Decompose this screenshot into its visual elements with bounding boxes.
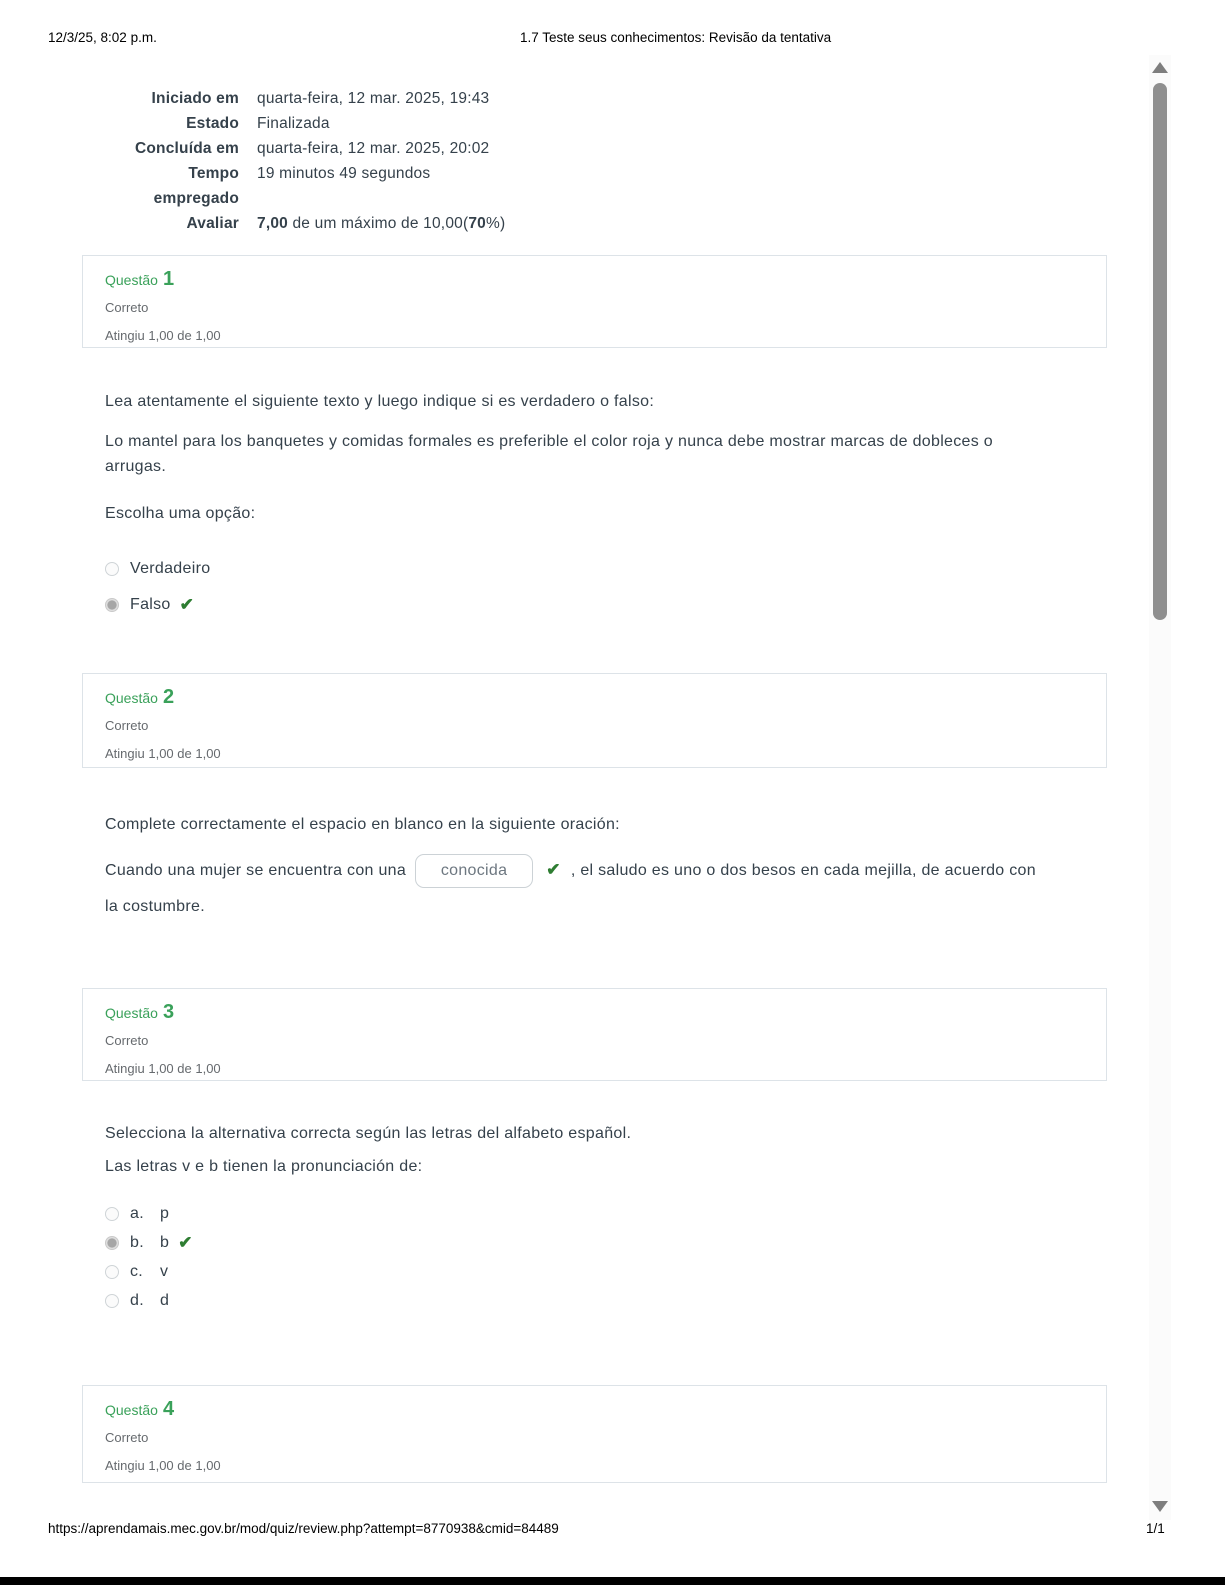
question-1-heading: [105, 268, 1084, 291]
summary-row-completed: [48, 136, 808, 161]
question-2-instruction: Complete correctamente el espacio en blanco en la siguiente oración:: [105, 816, 620, 833]
option-c[interactable]: [105, 1261, 1050, 1283]
radio-button-icon[interactable]: [105, 1207, 119, 1221]
question-state: Correto: [105, 1430, 149, 1445]
option-letter: d.: [130, 1292, 144, 1309]
question-3-info-box: [82, 988, 1107, 1081]
correct-check-icon: ✔: [179, 595, 195, 614]
summary-label: Iniciado em: [151, 90, 239, 107]
question-1-prompt: Escolha uma opção:: [105, 505, 256, 522]
scroll-up-arrow-icon[interactable]: [1152, 62, 1168, 73]
question-3-heading: [105, 1001, 1084, 1024]
sentence-start: Cuando una mujer se encuentra con una: [105, 862, 407, 879]
question-1-info-box: [82, 255, 1107, 348]
question-state: Correto: [105, 1033, 149, 1048]
summary-row-grade: [48, 211, 808, 236]
question-1-statement: Lo mantel para los banquetes y comidas formales es preferible el color roja y nunca debe mostrar marcas de dobleces o arrugas.: [105, 433, 993, 475]
option-label: p: [160, 1205, 170, 1222]
radio-button-icon[interactable]: [105, 562, 119, 576]
option-label: b: [160, 1234, 170, 1251]
grade-middle-text: de um máximo de 10,00(: [287, 215, 469, 232]
question-label: Questão: [105, 1005, 158, 1021]
summary-value: quarta-feira, 12 mar. 2025, 20:02: [257, 140, 490, 157]
question-state: Correto: [105, 300, 149, 315]
grade-number: 7,00: [257, 215, 288, 232]
option-falso[interactable]: [105, 592, 1050, 617]
blank-answer-select[interactable]: conocida: [415, 854, 533, 888]
question-number: 2: [162, 686, 175, 708]
grade-percent: 70: [468, 215, 486, 232]
question-2-info-box: [82, 673, 1107, 768]
summary-value: 19 minutos 49 segundos: [257, 165, 431, 182]
question-3-instruction: Selecciona la alternativa correcta según las letras del alfabeto español.: [105, 1125, 632, 1142]
option-b[interactable]: [105, 1232, 1050, 1254]
summary-label: Tempo empregado: [153, 165, 239, 207]
question-state: Correto: [105, 718, 149, 733]
summary-row-started: [48, 86, 808, 111]
question-1-content: [105, 389, 1050, 628]
option-letter: c.: [130, 1263, 144, 1280]
question-grade: Atingiu 1,00 de 1,00: [105, 746, 221, 761]
option-letter: b.: [130, 1234, 144, 1251]
option-label: Falso: [130, 596, 171, 613]
radio-button-selected-icon[interactable]: [105, 598, 119, 612]
radio-button-icon[interactable]: [105, 1294, 119, 1308]
question-4-info-box: [82, 1385, 1107, 1483]
question-grade: Atingiu 1,00 de 1,00: [105, 1061, 221, 1076]
summary-value: quarta-feira, 12 mar. 2025, 19:43: [257, 90, 490, 107]
question-label: Questão: [105, 1402, 158, 1418]
question-3-options: [105, 1203, 1050, 1312]
summary-label: Estado: [186, 115, 239, 132]
radio-button-icon[interactable]: [105, 1265, 119, 1279]
window-bottom-edge: [0, 1577, 1225, 1585]
question-grade: Atingiu 1,00 de 1,00: [105, 1458, 221, 1473]
question-2-content: [105, 812, 1050, 925]
summary-label: Concluída em: [134, 140, 239, 157]
option-verdadeiro[interactable]: [105, 556, 1050, 581]
summary-row-time-taken: [48, 161, 808, 211]
print-header-date: 12/3/25, 8:02 p.m.: [48, 30, 157, 45]
option-label: v: [160, 1263, 169, 1280]
question-number: 1: [162, 268, 175, 290]
scrollbar-thumb[interactable]: [1153, 83, 1167, 620]
question-number: 4: [162, 1398, 175, 1420]
question-1-instruction: Lea atentamente el siguiente texto y luego indique si es verdadero o falso:: [105, 393, 655, 410]
question-number: 3: [162, 1001, 175, 1023]
question-2-sentence: [105, 852, 1050, 925]
question-label: Questão: [105, 272, 158, 288]
sentence-end: , el saludo es uno o dos besos en cada mejilla, de acuerdo con la costumbre.: [105, 862, 1036, 915]
question-1-options: [105, 556, 1050, 617]
print-footer-page-number: 1/1: [1146, 1521, 1165, 1536]
option-label: d: [160, 1292, 170, 1309]
question-4-heading: [105, 1398, 1084, 1421]
print-header-title: 1.7 Teste seus conhecimentos: Revisão da tentativa: [520, 30, 832, 45]
option-label: Verdadeiro: [130, 560, 211, 577]
print-footer-url: https://aprendamais.mec.gov.br/mod/quiz/review.php?attempt=8770938&cmid=84489: [48, 1521, 559, 1536]
grade-end-text: %): [485, 215, 506, 232]
question-2-heading: [105, 686, 1084, 709]
radio-button-selected-icon[interactable]: [105, 1236, 119, 1250]
option-a[interactable]: [105, 1203, 1050, 1225]
summary-grade-value: [257, 211, 505, 236]
question-3-content: [105, 1121, 1050, 1319]
question-grade: Atingiu 1,00 de 1,00: [105, 328, 221, 343]
summary-value: Finalizada: [257, 115, 330, 132]
option-d[interactable]: [105, 1290, 1050, 1312]
correct-check-icon: ✔: [178, 1233, 193, 1252]
scroll-down-arrow-icon[interactable]: [1152, 1501, 1168, 1512]
option-letter: a.: [130, 1205, 144, 1222]
question-label: Questão: [105, 690, 158, 706]
attempt-summary: [48, 86, 808, 236]
question-3-statement: Las letras v e b tienen la pronunciación de:: [105, 1158, 423, 1175]
summary-label: Avaliar: [186, 215, 239, 232]
correct-check-icon: ✔: [546, 860, 561, 879]
summary-row-state: [48, 111, 808, 136]
